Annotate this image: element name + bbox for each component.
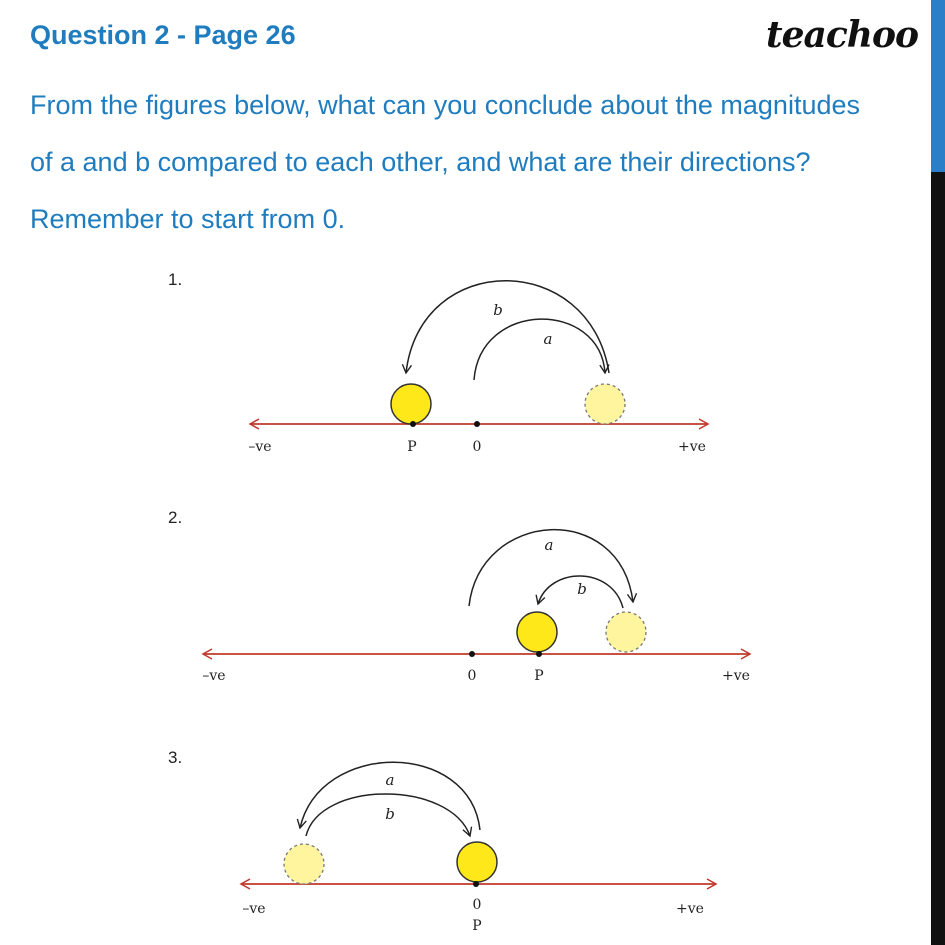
question-line-3: Remember to start from 0.: [30, 204, 346, 234]
figure-2-ghost-ball: [606, 612, 646, 652]
figure-3-p-label: P: [472, 918, 482, 934]
figure-2-pos-label: +ve: [722, 668, 750, 684]
brand-logo: teachoo: [766, 14, 918, 56]
figure-2-ball: [517, 612, 557, 652]
figure-2-label-a: a: [544, 536, 554, 554]
figure-3-number: 3.: [168, 748, 183, 767]
figure-2-point-zero: [469, 651, 475, 657]
figure-3-ghost-ball: [284, 844, 324, 884]
figure-1-p-label: P: [407, 439, 417, 455]
figure-3-zero-label: 0: [472, 897, 482, 913]
figure-2-p-label: P: [534, 668, 544, 684]
figure-1-ball: [391, 384, 431, 424]
figure-3-label-a: a: [385, 771, 395, 789]
figure-2-neg-label: –ve: [202, 668, 226, 684]
figure-1-point-zero: [474, 421, 480, 427]
figure-1-neg-label: –ve: [248, 439, 272, 455]
figure-3-neg-label: –ve: [242, 901, 266, 917]
figure-2-zero-label: 0: [467, 668, 477, 684]
figure-3-label-b: b: [385, 805, 395, 823]
question-line-1: From the figures below, what can you conclude about the magnitudes: [30, 90, 860, 120]
figure-1-label-b: b: [493, 301, 503, 319]
figure-2-point-p: [536, 651, 542, 657]
figure-3-ball: [457, 842, 497, 882]
figure-1: [168, 270, 708, 455]
figure-1-pos-label: +ve: [678, 439, 706, 455]
figure-1-point-p: [410, 421, 416, 427]
figure-3-point-zero: [473, 881, 479, 887]
figure-2: [168, 508, 750, 684]
figure-1-arc-a: [474, 319, 605, 380]
page-title: Question 2 - Page 26: [30, 20, 296, 50]
figure-2-label-b: b: [577, 580, 587, 598]
figure-3-pos-label: +ve: [676, 901, 704, 917]
figure-1-label-a: a: [543, 330, 553, 348]
figure-1-number: 1.: [168, 270, 183, 289]
figure-1-zero-label: 0: [472, 439, 482, 455]
figure-3: [168, 748, 716, 934]
figure-2-number: 2.: [168, 508, 183, 527]
question-line-2: of a and b compared to each other, and what are their directions?: [30, 147, 811, 177]
figure-1-ghost-ball: [585, 384, 625, 424]
